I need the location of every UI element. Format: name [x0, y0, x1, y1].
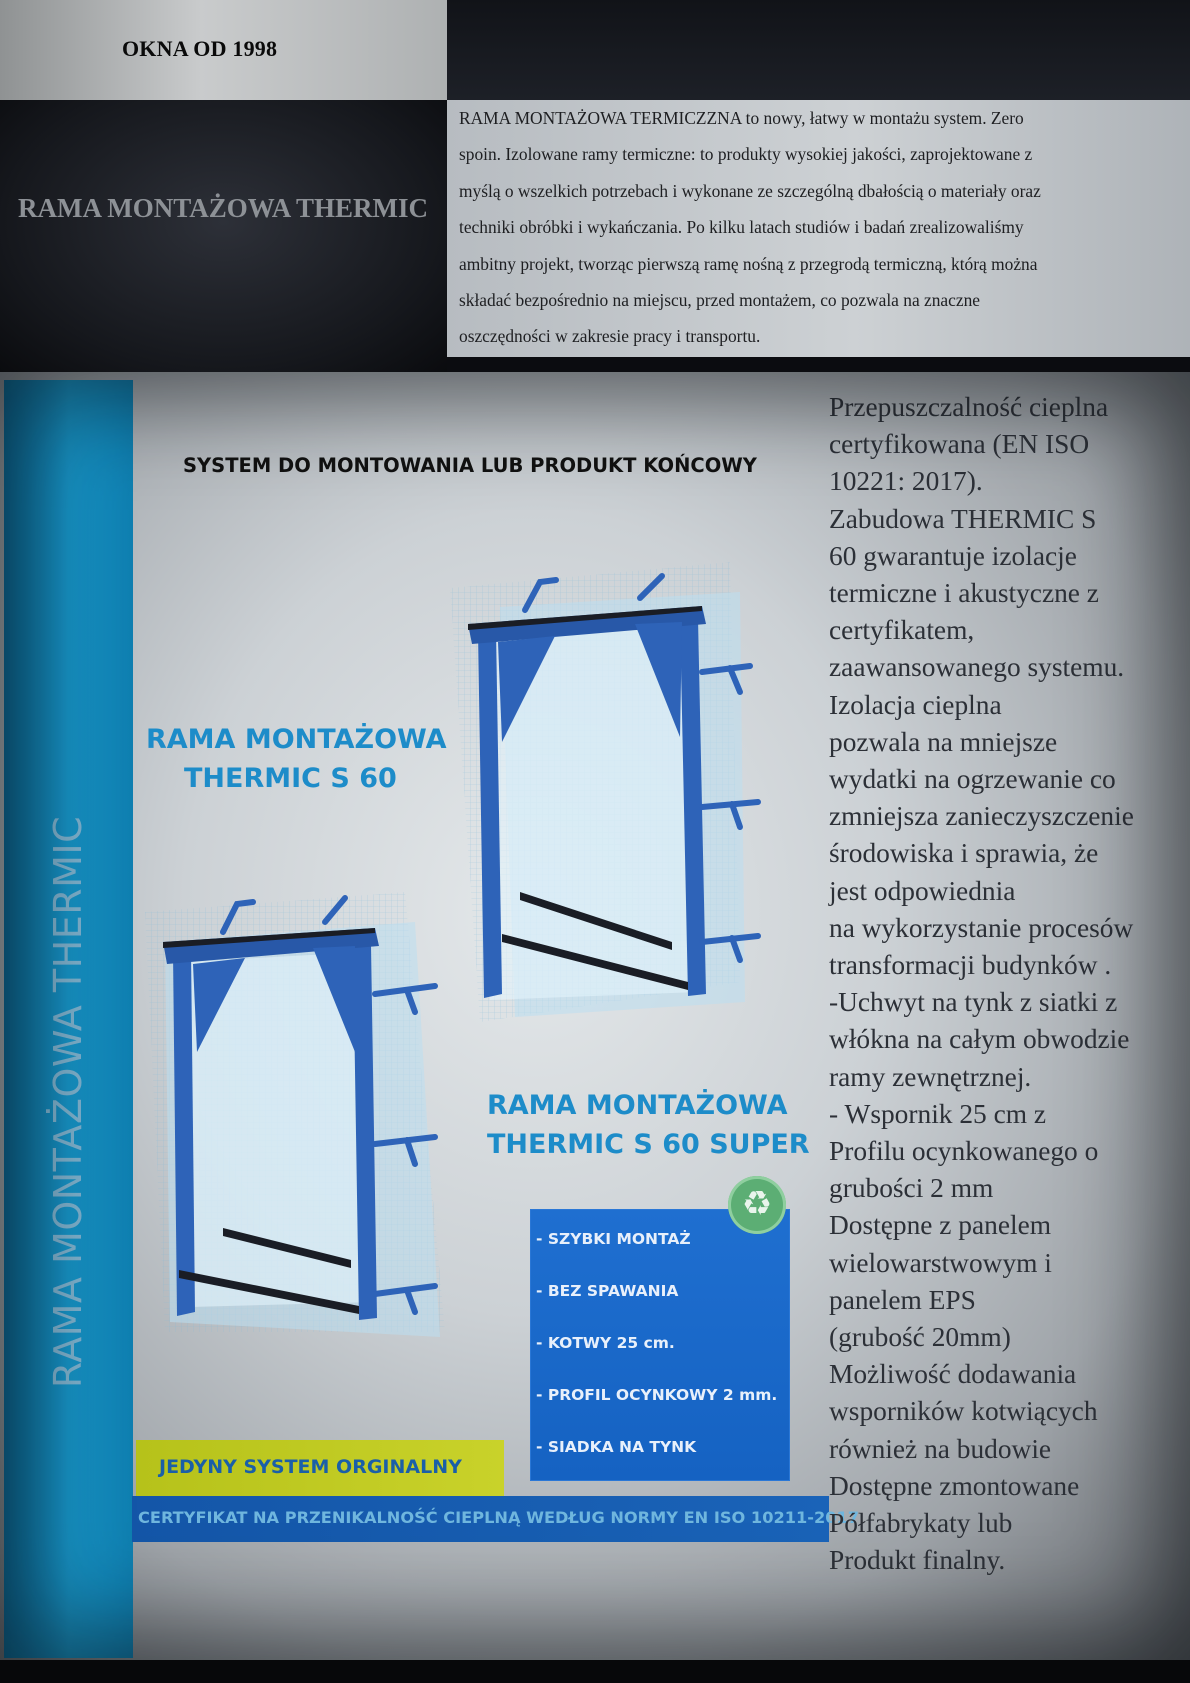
description-line: Izolacja cieplna: [829, 689, 1002, 720]
frame-s60-super-illustration: [145, 882, 480, 1362]
description-line: włókna na całym obwodzie: [829, 1024, 1130, 1055]
model-s60-line1: RAMA MONTAŻOWA: [146, 724, 447, 755]
model-super-label: [487, 1086, 810, 1164]
model-super-line1: RAMA MONTAŻOWA: [487, 1090, 788, 1121]
description-line: grubości 2 mm: [829, 1173, 994, 1204]
bottom-bar: [0, 1660, 1190, 1683]
model-super-line2: THERMIC S 60 SUPER: [487, 1129, 810, 1160]
description-line: 10221: 2017).: [829, 466, 983, 497]
feature-item: - SIADKA NA TYNK: [536, 1438, 697, 1456]
description-line: certyfikatem,: [829, 615, 975, 646]
description-line: zmniejsza zanieczyszczenie: [829, 801, 1134, 832]
description-line: - Wspornik 25 cm z: [829, 1098, 1047, 1129]
description-line: środowiska i sprawia, że: [829, 838, 1099, 869]
page-title: RAMA MONTAŻOWA THERMIC: [18, 193, 429, 223]
intro-line: techniki obróbki i wykańczania. Po kilku latach studiów i badań zrealizowaliśmy: [459, 217, 1024, 238]
description-line: Dostępne z panelem: [829, 1210, 1052, 1241]
description-line: -Uchwyt na tynk z siatki z: [829, 987, 1118, 1018]
side-title: RAMA MONTAŻOWA THERMIC: [46, 815, 90, 1389]
model-s60-label: [146, 720, 446, 798]
description-line: wielowarstwowym i: [829, 1247, 1052, 1278]
description-line: Dostępne zmontowane: [829, 1470, 1080, 1501]
product-poster: [0, 372, 1190, 1660]
description-line: zaawansowanego systemu.: [829, 652, 1125, 683]
brand-title: OKNA OD 1998: [122, 36, 278, 61]
description-line: transformacji budynków .: [829, 950, 1112, 981]
intro-paragraph: [459, 100, 1169, 355]
product-description: [829, 389, 1189, 1580]
header-dark-panel: [447, 0, 1190, 100]
description-line: Produkt finalny.: [829, 1545, 1006, 1576]
description-line: Profilu ocynkowanego o: [829, 1136, 1099, 1167]
certificate-text: CERTYFIKAT NA PRZENIKALNOŚĆ CIEPLNĄ WEDŁUG NORMY EN ISO 10211-2017: [138, 1508, 860, 1527]
title-box: [0, 100, 447, 372]
description-line: na wykorzystanie procesów: [829, 912, 1134, 943]
intro-line: ambitny projekt, tworząc pierwszą ramę nośną z przegrodą termiczną, którą można: [459, 253, 1038, 274]
system-heading: SYSTEM DO MONTOWANIA LUB PRODUKT KOŃCOWY: [183, 454, 757, 477]
description-line: pozwala na mniejsze: [829, 726, 1058, 757]
original-text: JEDYNY SYSTEM ORGINALNY: [159, 1456, 462, 1478]
description-line: Możliwość dodawania: [829, 1359, 1077, 1390]
description-line: ramy zewnętrznej.: [829, 1061, 1032, 1092]
intro-line: spoin. Izolowane ramy termiczne: to produkty wysokiej jakości, zaprojektowane z: [459, 144, 1033, 165]
frame-s60-illustration: [440, 562, 790, 1062]
feature-item: - PROFIL OCYNKOWY 2 mm.: [536, 1386, 778, 1404]
description-line: wsporników kotwiących: [829, 1396, 1098, 1427]
intro-line: oszczędności w zakresie pracy i transportu.: [459, 326, 761, 347]
intro-line: myślą o wszelkich potrzebach i wykonane ze szczególną dbałością o materiały oraz: [459, 180, 1041, 201]
feature-item: - KOTWY 25 cm.: [536, 1334, 675, 1352]
description-line: 60 gwarantuje izolacje: [829, 540, 1077, 571]
description-line: panelem EPS: [829, 1284, 976, 1315]
recycle-icon: ♻: [728, 1176, 786, 1234]
description-line: również na budowie: [829, 1433, 1052, 1464]
description-line: wydatki na ogrzewanie co: [829, 764, 1116, 795]
description-line: Zabudowa THERMIC S: [829, 503, 1097, 534]
model-s60-line2: THERMIC S 60: [184, 763, 397, 794]
description-line: Półfabrykaty lub: [829, 1508, 1013, 1539]
description-line: termiczne i akustyczne z: [829, 578, 1099, 609]
description-line: Przepuszczalność cieplna: [829, 392, 1109, 422]
description-line: jest odpowiednia: [829, 875, 1016, 906]
description-line: (grubość 20mm): [829, 1322, 1011, 1353]
intro-line: składać bezpośrednio na miejscu, przed montażem, co pozwala na znaczne: [459, 290, 980, 311]
intro-line: RAMA MONTAŻOWA TERMICZZNA to nowy, łatwy w montażu system. Zero: [459, 108, 1024, 128]
feature-item: - SZYBKI MONTAŻ: [536, 1230, 691, 1248]
description-line: certyfikowana (EN ISO: [829, 429, 1090, 460]
feature-item: - BEZ SPAWANIA: [536, 1282, 679, 1300]
